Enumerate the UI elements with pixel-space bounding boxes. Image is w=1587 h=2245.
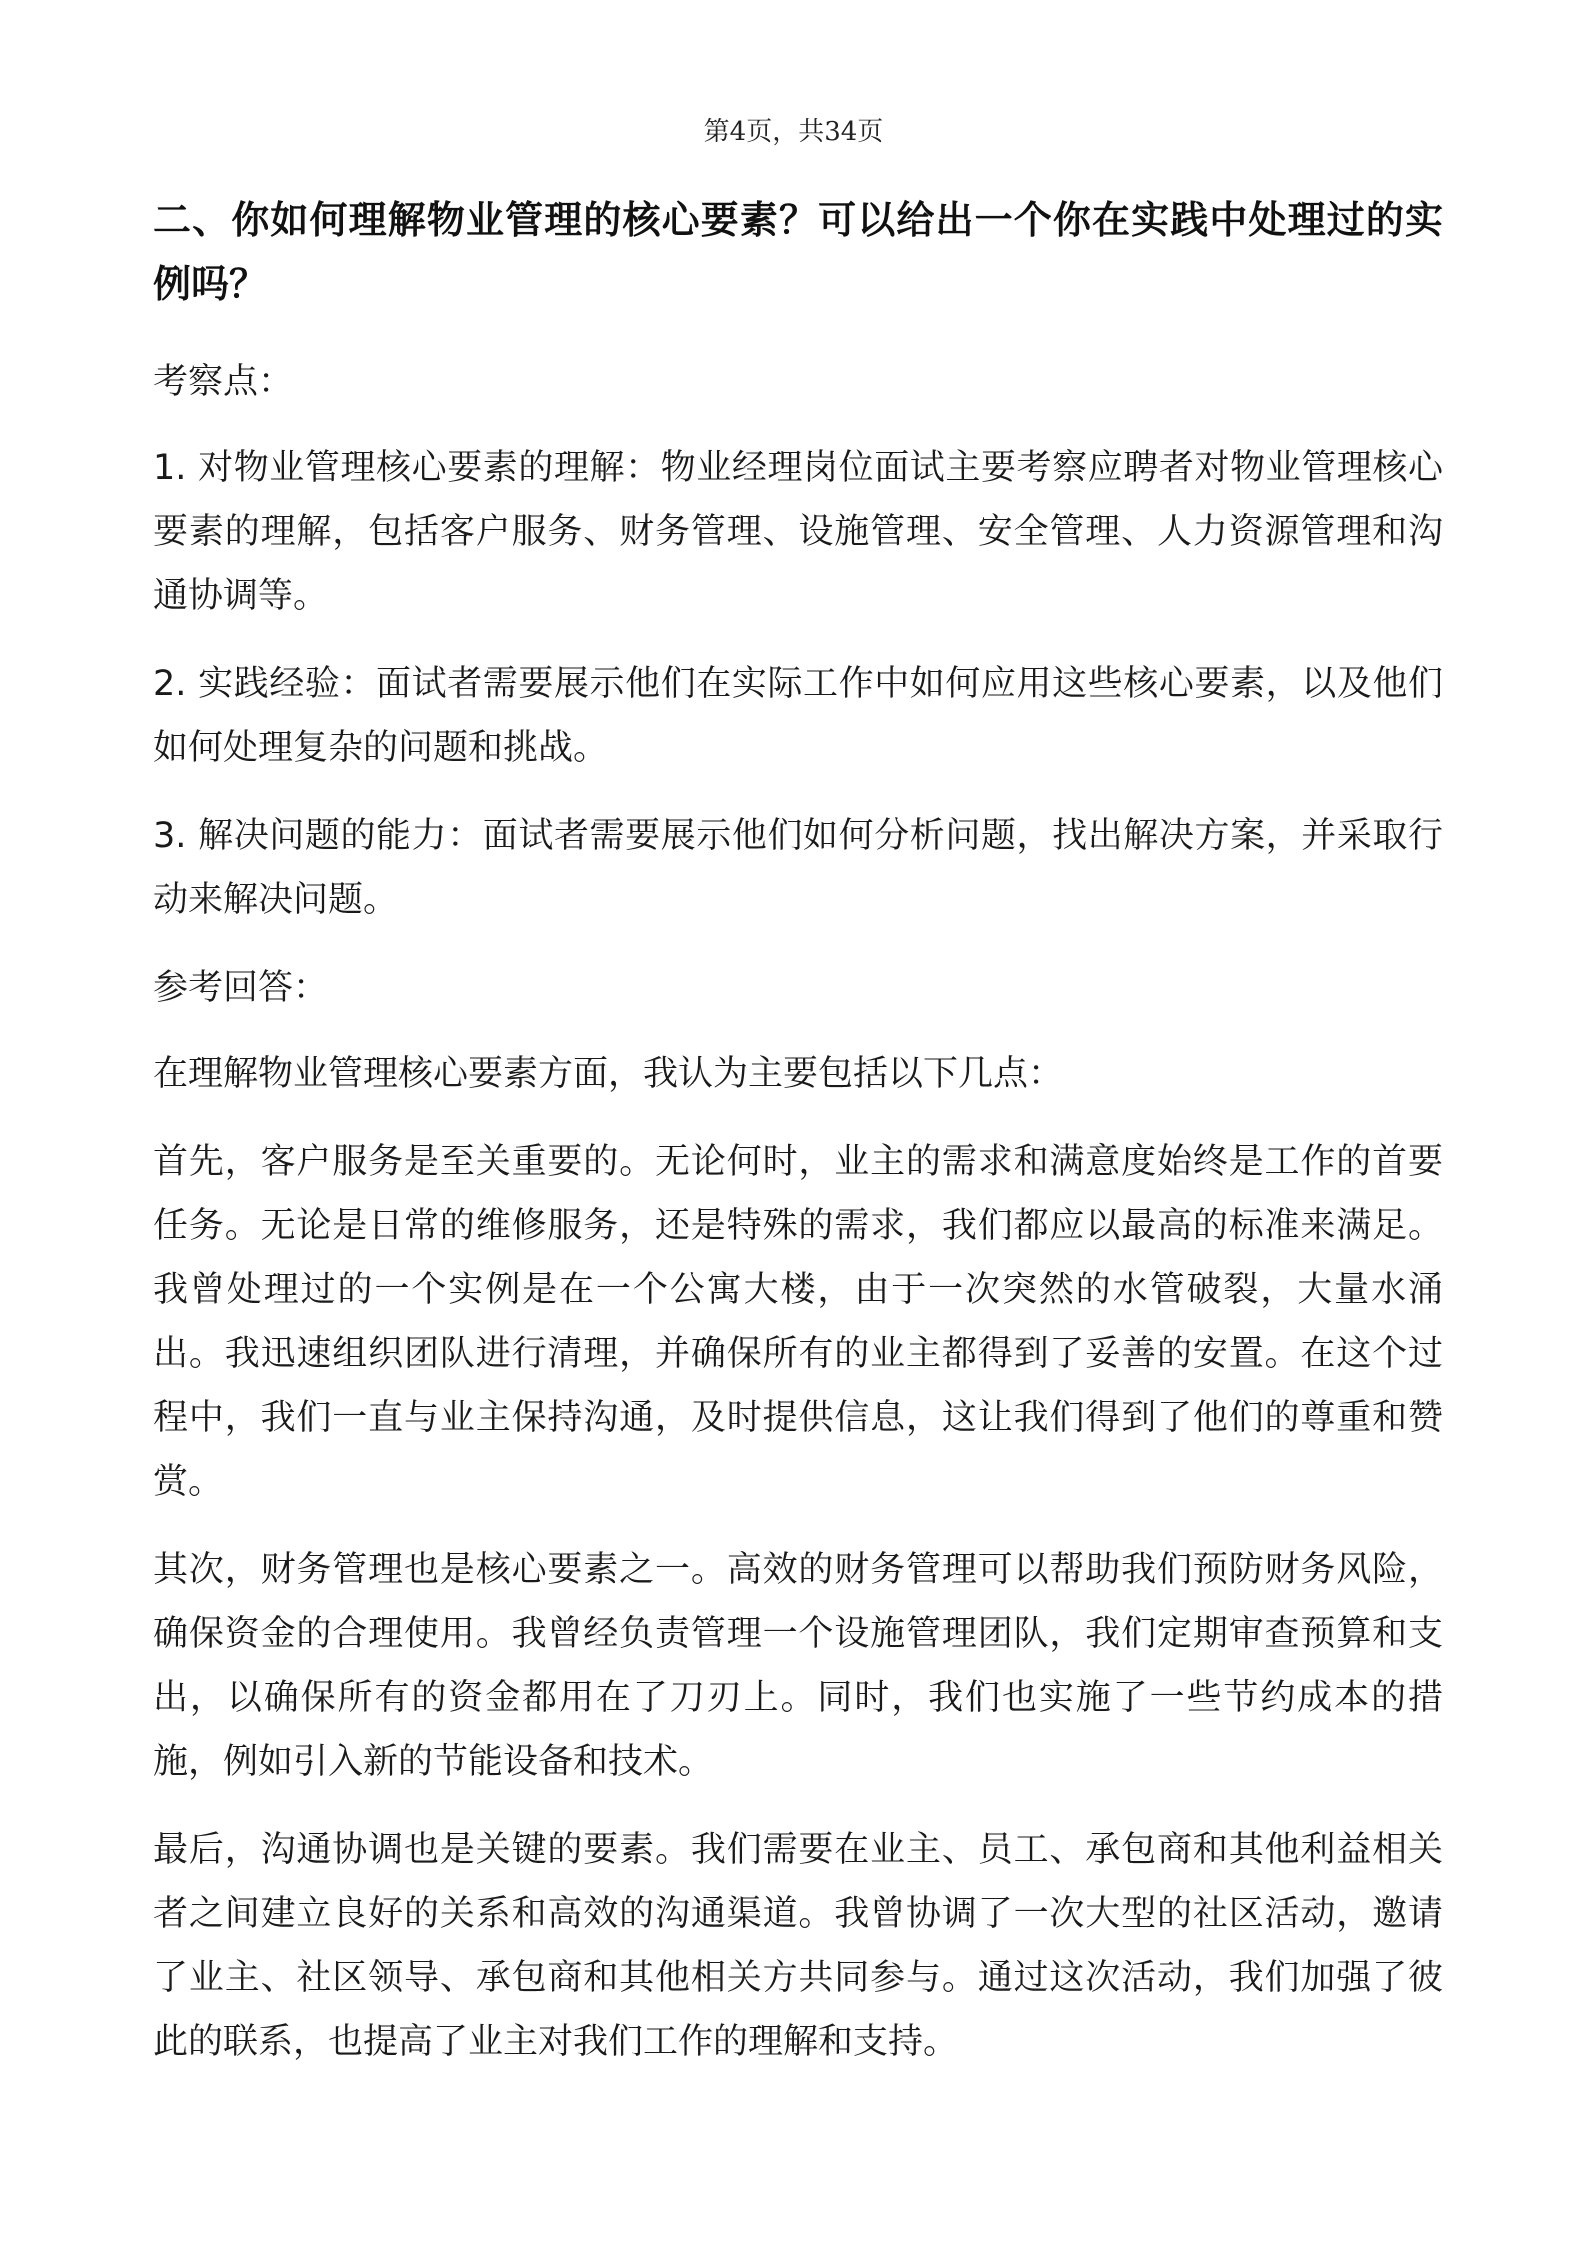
assessment-point-1: 1. 对物业管理核心要素的理解：物业经理岗位面试主要考察应聘者对物业管理核心要素的理解，包括客户服务、财务管理、设施管理、安全管理、人力资源管理和沟通协调等。 — [153, 448, 1443, 616]
answer-financial-management: 其次，财务管理也是核心要素之一。高效的财务管理可以帮助我们预防财务风险，确保资金的合理使用。我曾经负责管理一个设施管理团队，我们定期审查预算和支出，以确保所有的资金都用在了刀刃上。同时，我们也实施了一些节约成本的措施，例如引入新的节能设备和技术。 — [153, 1550, 1443, 1782]
answer-communication: 最后，沟通协调也是关键的要素。我们需要在业主、员工、承包商和其他利益相关者之间建立良好的关系和高效的沟通渠道。我曾协调了一次大型的社区活动，邀请了业主、社区领导、承包商和其他相关方共同参与。通过这次活动，我们加强了彼此的联系，也提高了业主对我们工作的理解和支持。 — [153, 1830, 1443, 2062]
assessment-label: 考察点： — [153, 362, 294, 402]
document-body — [153, 188, 1443, 2098]
question-heading: 二、你如何理解物业管理的核心要素？可以给出一个你在实践中处理过的实例吗？ — [153, 198, 1443, 306]
answer-label: 参考回答： — [153, 968, 329, 1008]
answer-intro: 在理解物业管理核心要素方面，我认为主要包括以下几点： — [153, 1054, 1064, 1094]
assessment-point-3: 3. 解决问题的能力：面试者需要展示他们如何分析问题，找出解决方案，并采取行动来解决问题。 — [153, 816, 1443, 920]
assessment-point-2: 2. 实践经验：面试者需要展示他们在实际工作中如何应用这些核心要素，以及他们如何处理复杂的问题和挑战。 — [153, 664, 1443, 768]
page-number-indicator: 第4页，共34页 — [703, 117, 884, 147]
answer-customer-service: 首先，客户服务是至关重要的。无论何时，业主的需求和满意度始终是工作的首要任务。无论是日常的维修服务，还是特殊的需求，我们都应以最高的标准来满足。我曾处理过的一个实例是在一个公寓大楼，由于一次突然的水管破裂，大量水涌出。我迅速组织团队进行清理，并确保所有的业主都得到了妥善的安置。在这个过程中，我们一直与业主保持沟通，及时提供信息，这让我们得到了他们的尊重和赞赏。 — [153, 1142, 1443, 1502]
